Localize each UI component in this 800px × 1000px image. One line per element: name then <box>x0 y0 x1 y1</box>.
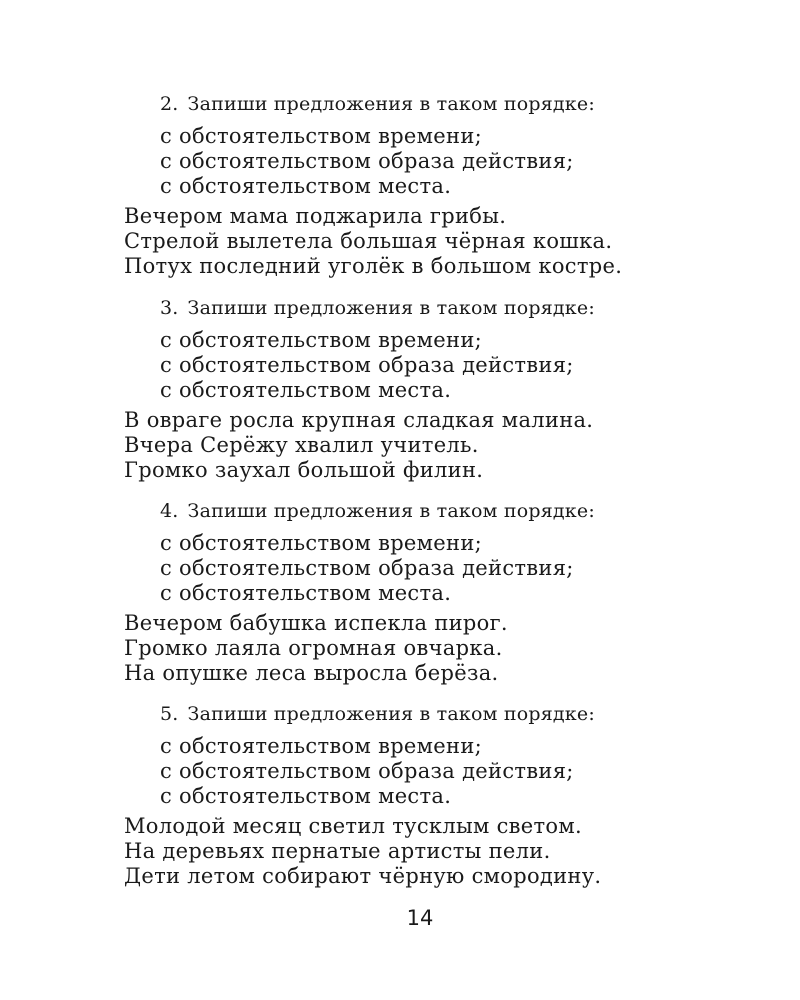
task-instruction: Запиши предложения в таком порядке: <box>187 500 595 522</box>
order-item: с обстоятельством места. <box>160 174 452 198</box>
sentence: Стрелой вылетела большая чёрная кошка. <box>124 229 613 253</box>
order-list <box>160 328 574 403</box>
order-list <box>160 124 574 199</box>
order-item: с обстоятельством места. <box>160 378 452 402</box>
sentence: Громко лаяла огромная овчарка. <box>124 636 503 660</box>
order-item: с обстоятельством образа действия; <box>160 759 574 783</box>
sentence: Дети летом собирают чёрную смородину. <box>124 864 602 888</box>
order-item: с обстоятельством времени; <box>160 328 482 352</box>
task-instruction: Запиши предложения в таком порядке: <box>187 93 595 115</box>
sentence-list <box>124 611 508 686</box>
order-item: с обстоятельством места. <box>160 784 452 808</box>
task-heading <box>160 296 595 320</box>
order-item: с обстоятельством времени; <box>160 531 482 555</box>
task-instruction: Запиши предложения в таком порядке: <box>187 703 595 725</box>
sentence-list <box>124 814 601 889</box>
order-item: с обстоятельством времени; <box>160 734 482 758</box>
sentence: В овраге росла крупная сладкая малина. <box>124 408 594 432</box>
task-number: 3. <box>160 297 179 319</box>
order-item: с обстоятельством места. <box>160 581 452 605</box>
task-number: 2. <box>160 93 179 115</box>
task-instruction: Запиши предложения в таком порядке: <box>187 297 595 319</box>
sentence: На деревьях пернатые артисты пели. <box>124 839 551 863</box>
sentence: Вчера Серёжу хвалил учитель. <box>124 433 479 457</box>
sentence: Вечером бабушка испекла пирог. <box>124 611 508 635</box>
sentence: Молодой месяц светил тусклым светом. <box>124 814 582 838</box>
sentence-list <box>124 408 593 483</box>
order-item: с обстоятельством образа действия; <box>160 149 574 173</box>
task-heading <box>160 92 595 116</box>
order-item: с обстоятельством образа действия; <box>160 353 574 377</box>
order-item: с обстоятельством времени; <box>160 124 482 148</box>
order-list <box>160 531 574 606</box>
sentence-list <box>124 204 622 279</box>
sentence: На опушке леса выросла берёза. <box>124 661 499 685</box>
sentence: Вечером мама поджарила грибы. <box>124 204 507 228</box>
task-heading <box>160 702 595 726</box>
page-number: 14 <box>406 906 434 930</box>
sentence: Громко заухал большой филин. <box>124 458 484 482</box>
order-item: с обстоятельством образа действия; <box>160 556 574 580</box>
task-number: 4. <box>160 500 179 522</box>
sentence: Потух последний уголёк в большом костре. <box>124 254 623 278</box>
order-list <box>160 734 574 809</box>
task-number: 5. <box>160 703 179 725</box>
task-heading <box>160 499 595 523</box>
